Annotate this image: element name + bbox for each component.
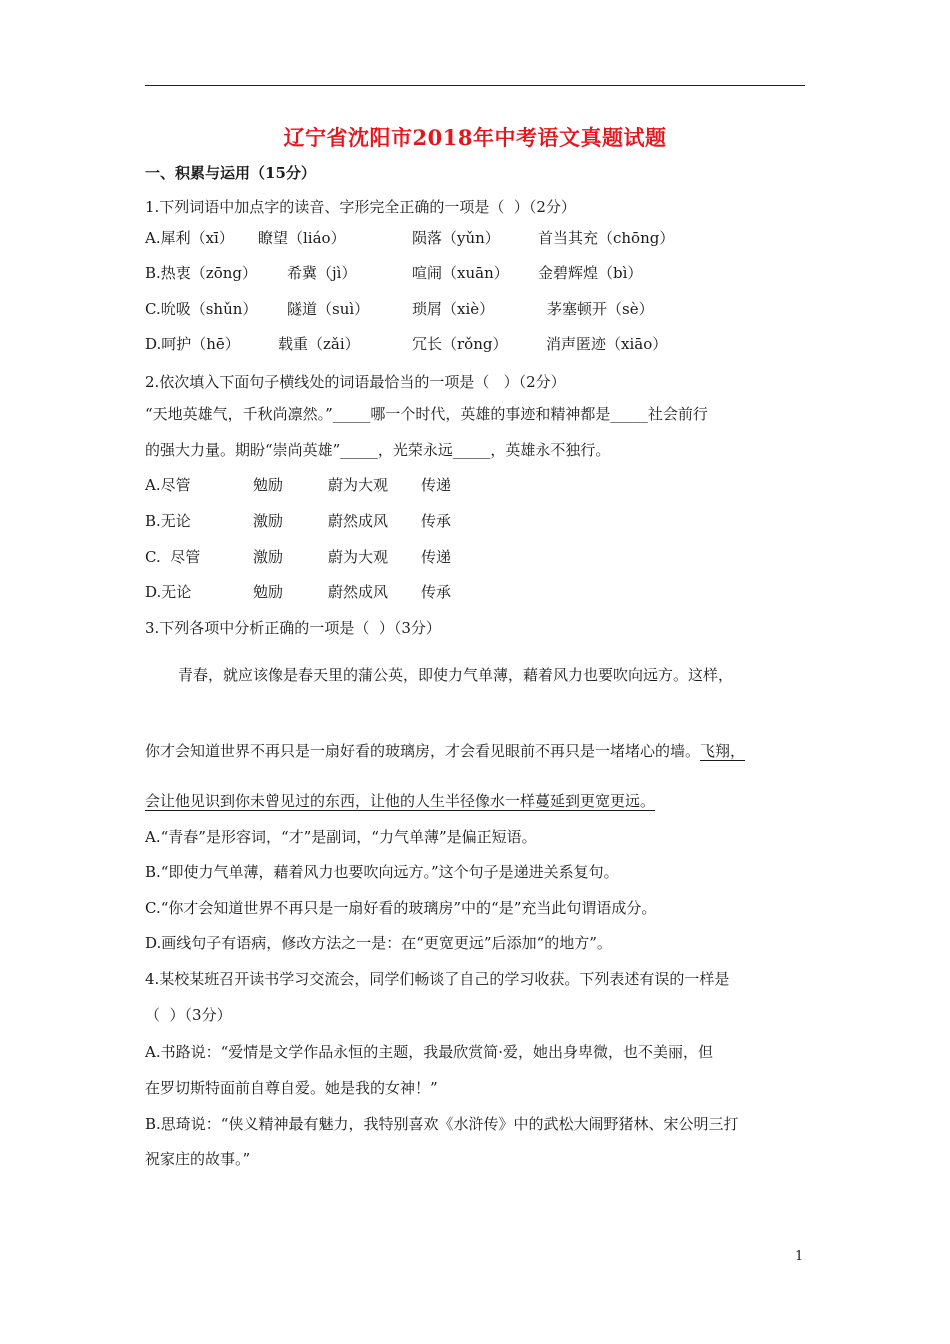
section-heading: 一、积累与运用（15分） bbox=[145, 164, 316, 182]
q4-option-a-line-2: 在罗切斯特面前自尊自爱。她是我的女神！” bbox=[145, 1079, 438, 1097]
q2-option-d: D.无论 勉励 蔚然成风 传承 bbox=[145, 583, 452, 601]
header-rule bbox=[145, 85, 805, 86]
q2-option-c: C. 尽管 激励 蔚为大观 传递 bbox=[145, 548, 452, 566]
q4-option-b-line-2: 祝家庄的故事。” bbox=[145, 1150, 251, 1168]
q1-option-a: A.犀利（xī） 瞭望（liáo） 陨落（yǔn） 首当其充（chōng） bbox=[145, 229, 675, 247]
q2-stem: 2.依次填入下面句子横线处的词语最恰当的一项是（ ）（2分） bbox=[145, 373, 566, 391]
q2-text-line-1: “天地英雄气，千秋尚凛然。”_____哪一个时代，英雄的事迹和精神都是_____社会前行 bbox=[145, 405, 708, 423]
q2-option-a: A.尽管 勉励 蔚为大观 传递 bbox=[145, 476, 452, 494]
page-title: 辽宁省沈阳市2018年中考语文真题试题 bbox=[283, 125, 667, 150]
q1-option-b: B.热衷（zōng） 希冀（jì） 喧闹（xuān） 金碧辉煌（bì） bbox=[145, 264, 643, 282]
q3-underlined-sentence: 会让他见识到你未曾见过的东西，让他的人生半径像水一样蔓延到更宽更远。 bbox=[145, 792, 656, 810]
q3-option-c: C.“你才会知道世界不再只是一扇好看的玻璃房”中的“是”充当此句谓语成分。 bbox=[145, 899, 657, 917]
q4-stem-line-1: 4.某校某班召开读书学习交流会，同学们畅谈了自己的学习收获。下列表述有误的一样是 bbox=[145, 970, 730, 988]
q3-stem: 3.下列各项中分析正确的一项是（ ）（3分） bbox=[145, 619, 441, 637]
q3-option-d: D.画线句子有语病，修改方法之一是：在“更宽更远”后添加“的地方”。 bbox=[145, 934, 612, 952]
q3-option-a: A.“青春”是形容词，“才”是副词，“力气单薄”是偏正短语。 bbox=[145, 828, 537, 846]
q2-option-b: B.无论 激励 蔚然成风 传承 bbox=[145, 512, 452, 530]
q4-stem-line-2: （ ）（3分） bbox=[145, 1006, 232, 1024]
q3-passage-line-1: 青春，就应该像是春天里的蒲公英，即使力气单薄，藉着风力也要吹向远方。这样， bbox=[178, 666, 734, 684]
q1-option-c: C.吮吸（shǔn） 隧道（suì） 琐屑（xiè） 茅塞顿开（sè） bbox=[145, 300, 654, 318]
q3-option-b: B.“即使力气单薄，藉着风力也要吹向远方。”这个句子是递进关系复句。 bbox=[145, 863, 619, 881]
q4-option-b-line-1: B.思琦说：“侠义精神最有魅力，我特别喜欢《水浒传》中的武松大闹野猪林、宋公明三打 bbox=[145, 1115, 739, 1133]
q1-option-d: D.呵护（hē） 载重（zǎi） 冗长（rǒng） 消声匿迹（xiāo） bbox=[145, 335, 668, 353]
q1-stem: 1.下列词语中加点字的读音、字形完全正确的一项是（ ）（2分） bbox=[145, 198, 576, 216]
page-number: 1 bbox=[795, 1249, 804, 1264]
q2-text-line-2: 的强大力量。期盼“崇尚英雄”_____，光荣永远_____，英雄永不独行。 bbox=[145, 441, 611, 459]
q3-passage-line-2: 你才会知道世界不再只是一扇好看的玻璃房，才会看见眼前不再只是一堵堵心的墙。飞翔， bbox=[145, 742, 746, 760]
q4-option-a-line-1: A.书路说：“爱情是文学作品永恒的主题，我最欣赏简·爱，她出身卑微，也不美丽，但 bbox=[145, 1043, 714, 1061]
underlined-sentence-start: 飞翔， bbox=[700, 742, 746, 760]
